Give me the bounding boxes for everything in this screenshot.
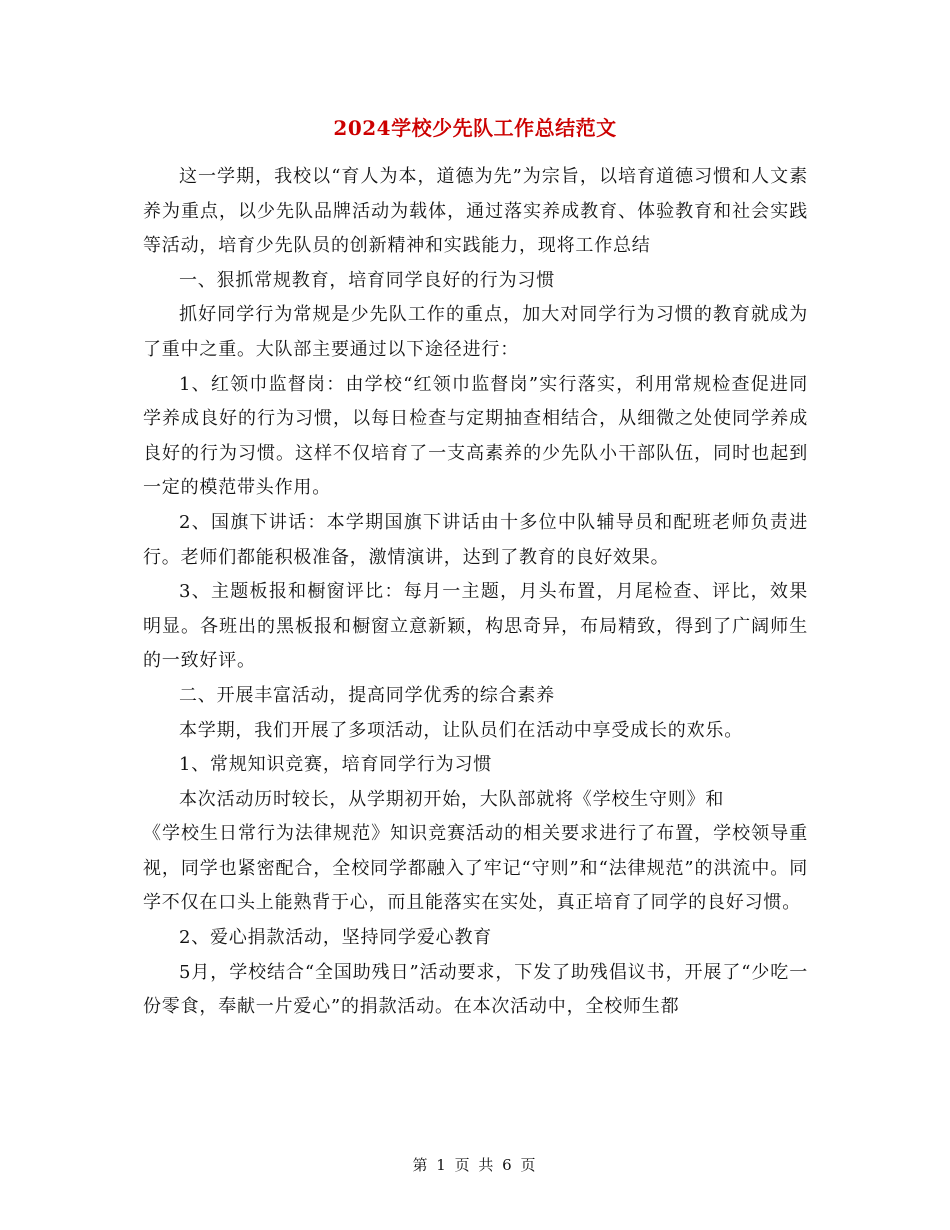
section-heading-2: 二、开展丰富活动，提高同学优秀的综合素养 bbox=[179, 684, 555, 706]
paragraph: 本学期，我们开展了多项活动，让队员们在活动中享受成长的欢乐。 bbox=[179, 719, 743, 741]
list-item: 2、国旗下讲话：本学期国旗下讲话由十多位中队辅导员和配班老师负责进行。老师们都能积极准备，激情演讲，达到了教育的良好效果。 bbox=[143, 511, 808, 568]
list-item: 1、红领巾监督岗：由学校“红领巾监督岗”实行落实，利用常规检查促进同学养成良好的行为习惯，以每日检查与定期抽查相结合，从细微之处使同学养成良好的行为习惯。这样不仅培育了一支高素养的少先队小干部队伍，同时也起到一定的模范带头作用。 bbox=[143, 373, 808, 499]
paragraph: 5月，学校结合“全国助残日”活动要求，下发了助残倡议书，开展了“少吃一份零食，奉献一片爱心”的捐款活动。在本次活动中，全校师生都 bbox=[143, 961, 808, 1018]
document-title: 2024学校少先队工作总结范文 bbox=[333, 116, 617, 140]
section-heading-1: 一、狠抓常规教育，培育同学良好的行为习惯 bbox=[179, 269, 555, 291]
paragraph-continued: 《学校生日常行为法律规范》知识竞赛活动的相关要求进行了布置，学校领导重视，同学也紧密配合，全校同学都融入了牢记“守则”和“法律规范”的洪流中。同学不仅在口头上能熟背于心，而且能落实在实处，真正培育了同学的良好习惯。 bbox=[143, 823, 808, 914]
list-item: 3、主题板报和橱窗评比：每月一主题，月头布置，月尾检查、评比，效果明显。各班出的黑板报和橱窗立意新颖，构思奇异，布局精致，得到了广阔师生的一致好评。 bbox=[143, 581, 808, 672]
paragraph: 抓好同学行为常规是少先队工作的重点，加大对同学行为习惯的教育就成为了重中之重。大队部主要通过以下途径进行： bbox=[143, 304, 808, 360]
paragraph: 本次活动历时较长，从学期初开始，大队部就将《学校生守则》和 bbox=[179, 788, 725, 810]
subheading: 2、爱心捐款活动，坚持同学爱心教育 bbox=[179, 927, 493, 949]
subheading: 1、常规知识竞赛，培育同学行为习惯 bbox=[179, 754, 493, 776]
paragraph-intro: 这一学期，我校以“育人为本，道德为先”为宗旨，以培育道德习惯和人文素养为重点，以少先队品牌活动为载体，通过落实养成教育、体验教育和社会实践等活动，培育少先队员的创新精神和实践能力，现将工作总结 bbox=[143, 166, 808, 257]
page-number: 第 1 页 共 6 页 bbox=[412, 1156, 538, 1174]
document-body bbox=[143, 160, 808, 1025]
